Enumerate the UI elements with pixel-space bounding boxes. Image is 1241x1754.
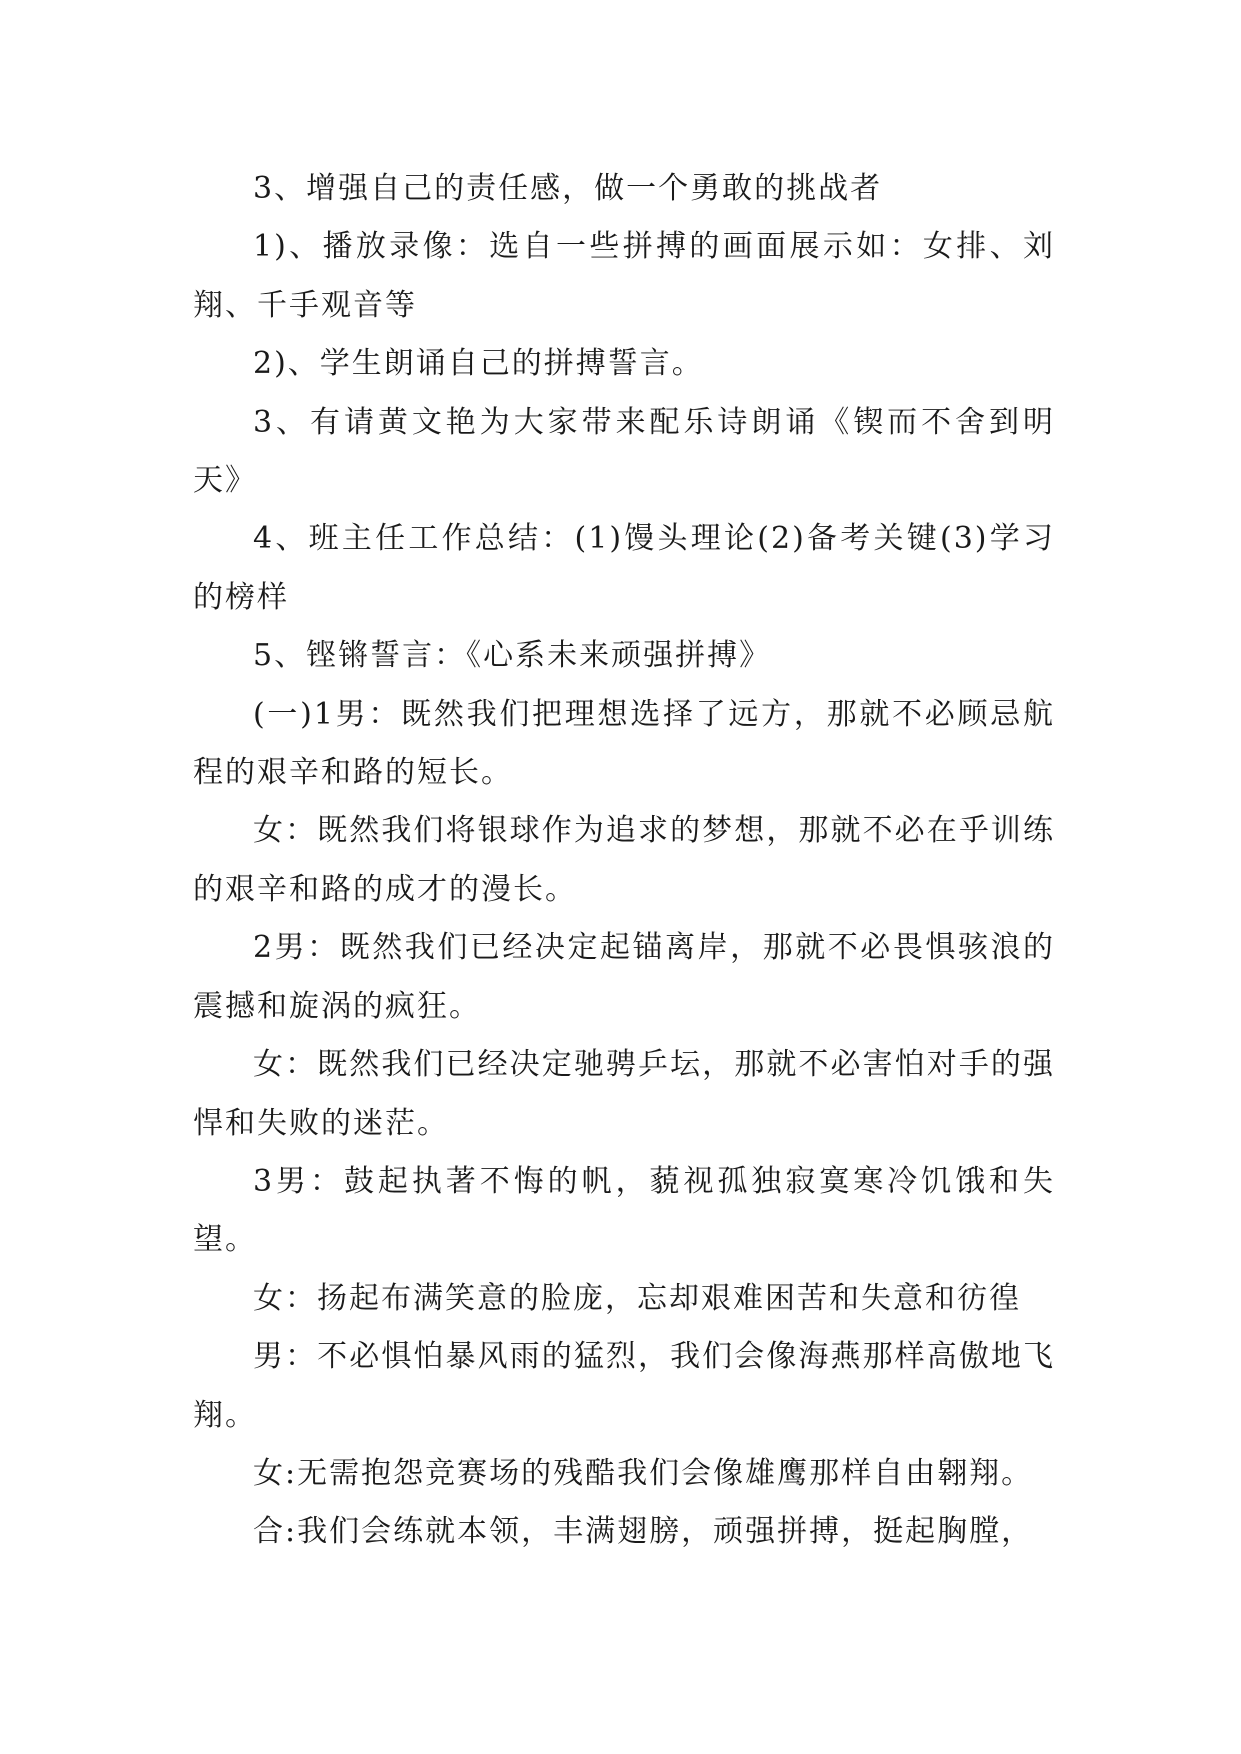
paragraph: 男：不必惧怕暴风雨的猛烈，我们会像海燕那样高傲地飞翔。 (193, 1339, 1055, 1433)
paragraph: 3、增强自己的责任感，做一个勇敢的挑战者 (253, 171, 883, 206)
paragraph: 2男：既然我们已经决定起锚离岸，那就不必畏惧骇浪的震撼和旋涡的疯狂。 (193, 930, 1055, 1024)
paragraph: 3、有请黄文艳为大家带来配乐诗朗诵《锲而不舍到明天》 (193, 404, 1055, 499)
paragraph: 女：扬起布满笑意的脸庞，忘却艰难困苦和失意和彷徨 (253, 1280, 1021, 1316)
paragraph: 合:我们会练就本领，丰满翅膀，顽强拼搏，挺起胸膛， (253, 1514, 1034, 1550)
paragraph: 女：既然我们将银球作为追求的梦想，那就不必在乎训练的艰辛和路的成才的漫长。 (193, 813, 1055, 907)
paragraph: 5、铿锵誓言：《心系未来顽强拼搏》 (253, 638, 772, 674)
paragraph: 3男：鼓起执著不悔的帆，藐视孤独寂寞寒冷饥饿和失望。 (193, 1163, 1055, 1258)
paragraph: 2)、学生朗诵自己的拼搏誓言。 (253, 346, 704, 382)
paragraph: 4、班主任工作总结：(1)馒头理论(2)备考关键(3)学习的榜样 (193, 521, 1055, 615)
paragraph: 1)、播放录像：选自一些拼搏的画面展示如：女排、刘翔、千手观音等 (193, 229, 1055, 323)
paragraph: (一)1男：既然我们把理想选择了远方，那就不必顾忌航程的艰辛和路的短长。 (193, 696, 1055, 791)
document-body (193, 160, 1055, 1562)
paragraph: 女：既然我们已经决定驰骋乒坛，那就不必害怕对手的强悍和失败的迷茫。 (193, 1047, 1055, 1141)
paragraph: 女:无需抱怨竞赛场的残酷我们会像雄鹰那样自由翱翔。 (253, 1455, 1034, 1491)
